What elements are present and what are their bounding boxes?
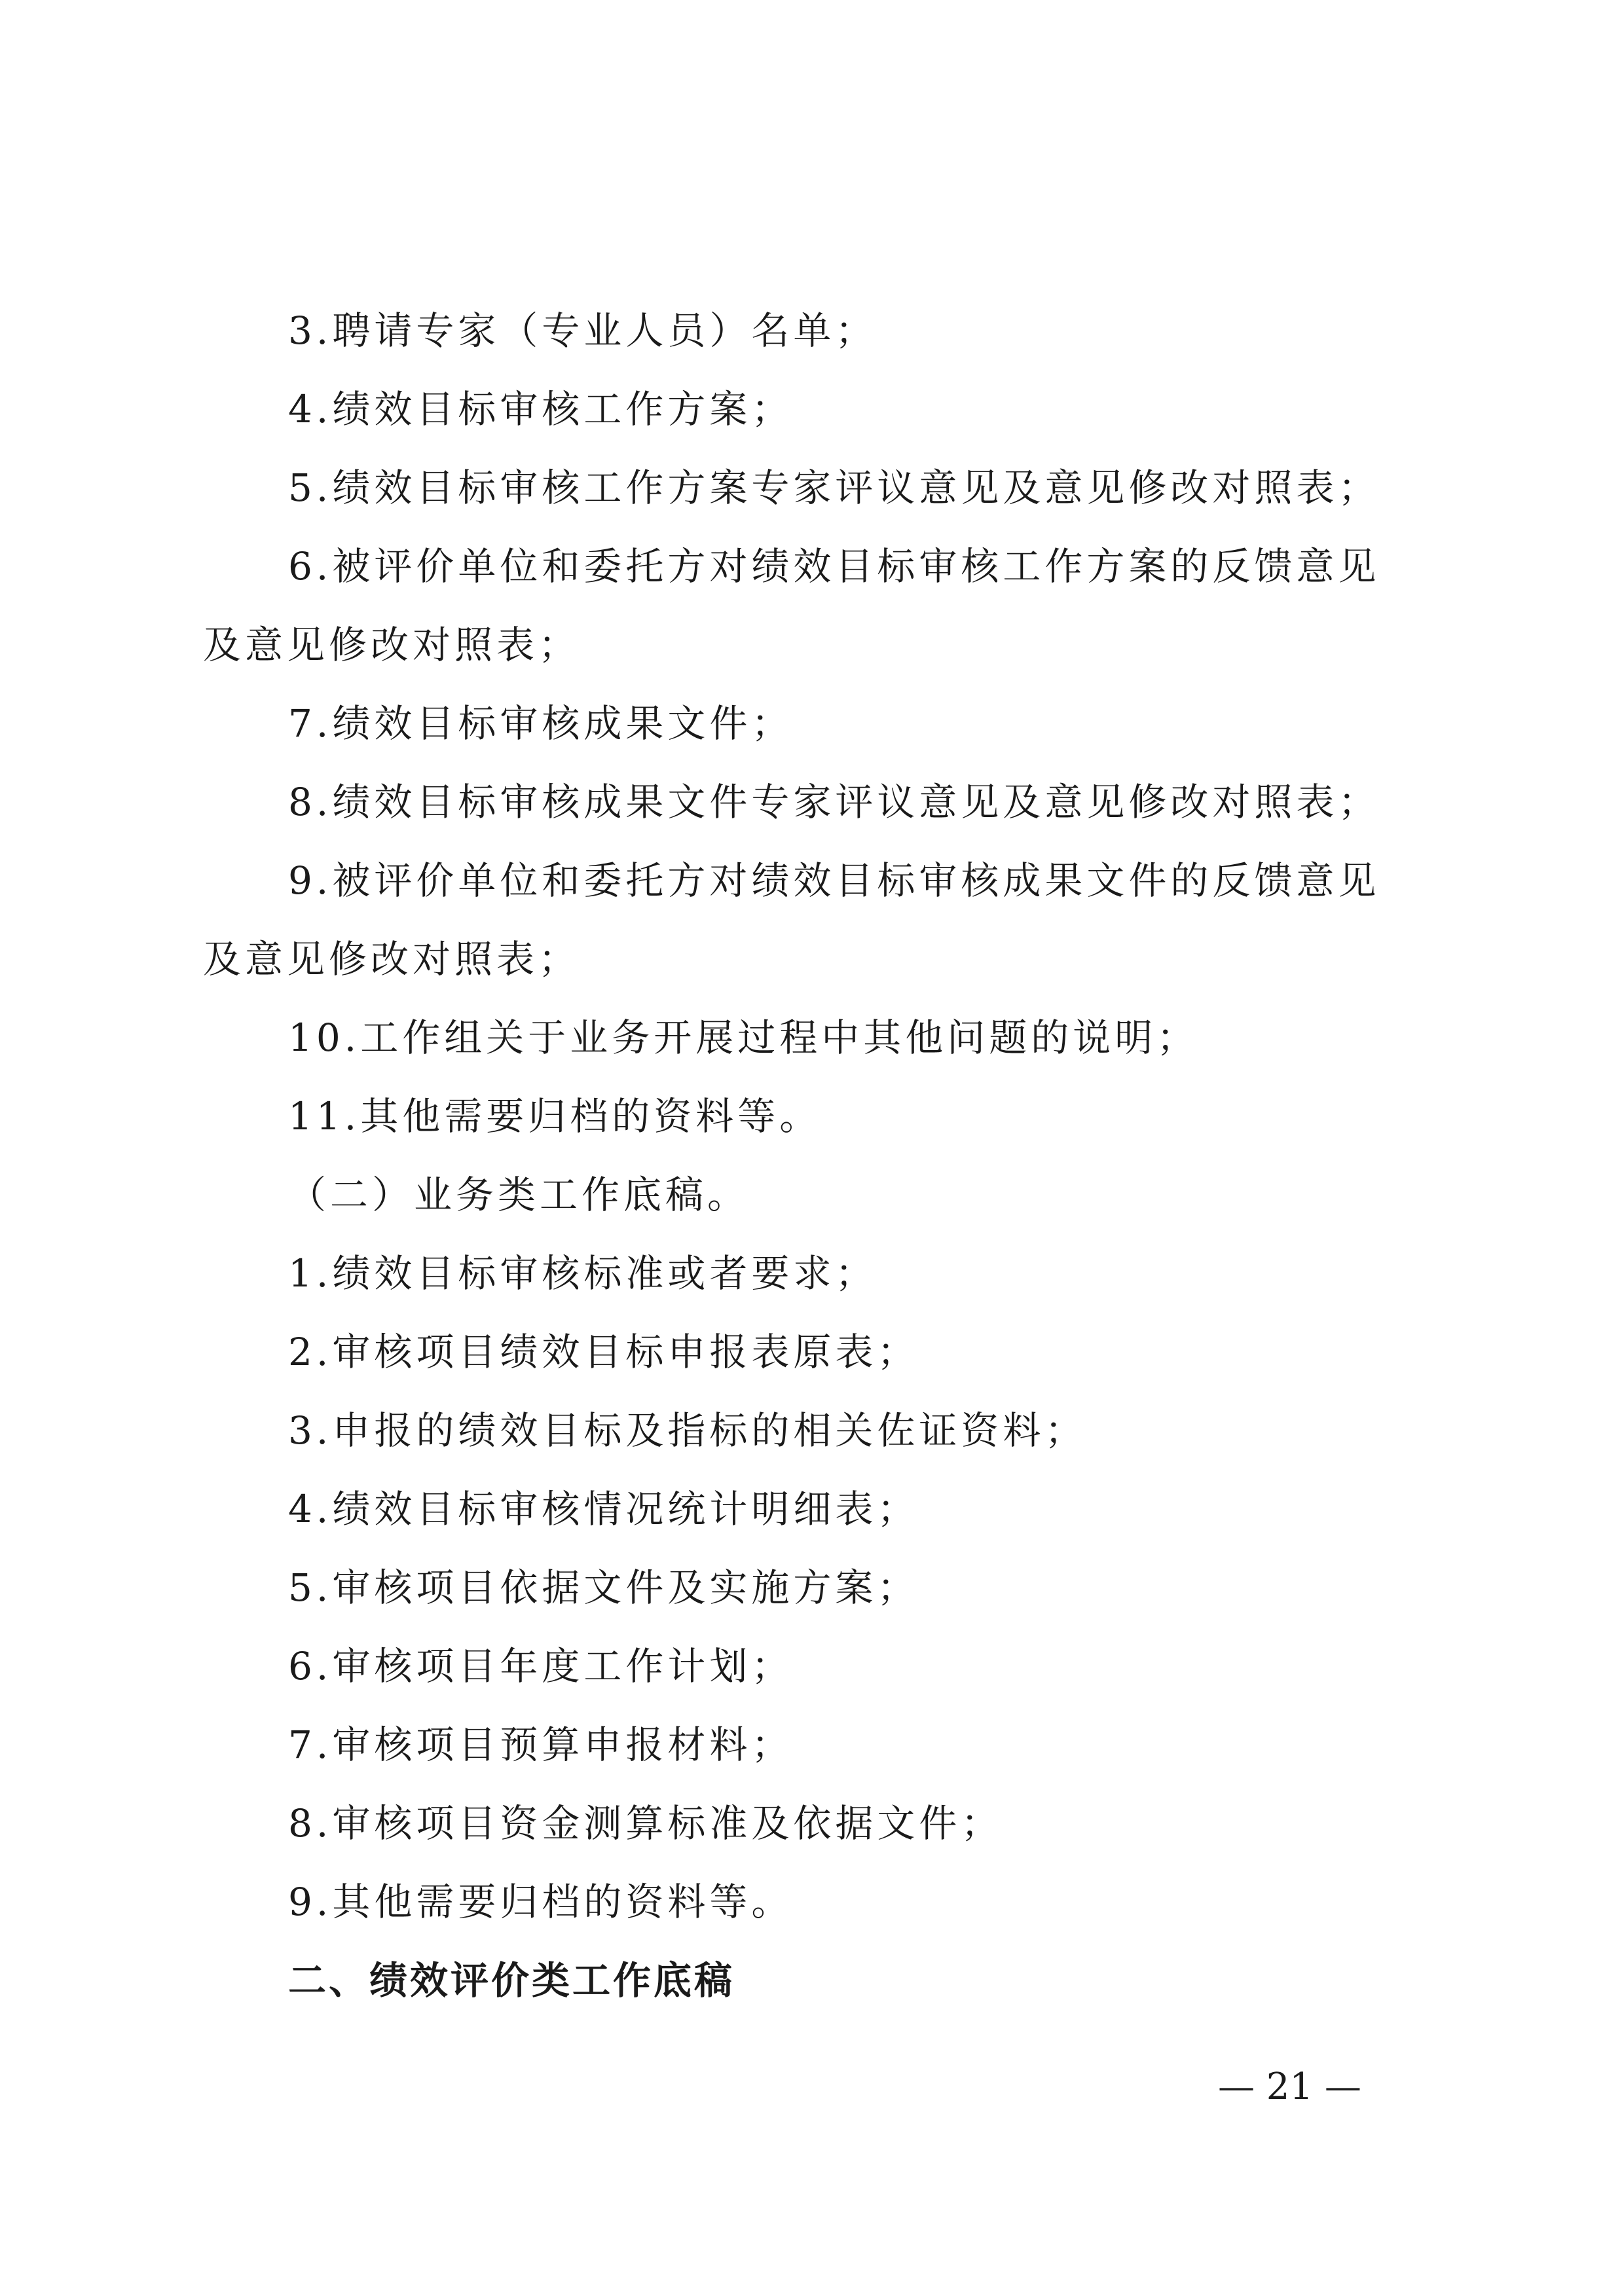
list-item: 8.审核项目资金测算标准及依据文件；	[288, 1801, 1003, 1846]
list-item: 10.工作组关于业务开展过程中其他问题的说明；	[288, 1015, 1199, 1060]
list-item: 4.绩效目标审核工作方案；	[288, 387, 794, 431]
document-body	[203, 291, 1428, 2020]
list-item: 8.绩效目标审核成果文件专家评议意见及意见修改对照表；	[288, 780, 1380, 824]
list-item: 1.绩效目标审核标准或者要求；	[288, 1251, 877, 1296]
subsection-heading: （二）业务类工作底稿。	[288, 1173, 750, 1217]
list-item: 3.申报的绩效目标及指标的相关佐证资料；	[288, 1408, 1087, 1453]
list-item-continuation: 及意见修改对照表；	[203, 623, 581, 667]
list-item: 6.被评价单位和委托方对绩效目标审核工作方案的反馈意见	[288, 544, 1380, 589]
list-item: 6.审核项目年度工作计划；	[288, 1644, 794, 1688]
list-item: 2.审核项目绩效目标申报表原表；	[288, 1330, 919, 1374]
page-number: — 21 —	[1218, 2066, 1361, 2108]
list-item: 7.绩效目标审核成果文件；	[288, 701, 794, 746]
list-item: 4.绩效目标审核情况统计明细表；	[288, 1487, 919, 1531]
list-item: 5.审核项目依据文件及实施方案；	[288, 1565, 919, 1610]
section-heading: 二、绩效评价类工作底稿	[288, 1958, 735, 2003]
list-item-continuation: 及意见修改对照表；	[203, 937, 581, 981]
list-item: 9.被评价单位和委托方对绩效目标审核成果文件的反馈意见	[288, 858, 1380, 903]
list-item: 9.其他需要归档的资料等。	[288, 1880, 794, 1924]
list-item: 5.绩效目标审核工作方案专家评议意见及意见修改对照表；	[288, 465, 1380, 510]
list-item: 3.聘请专家（专业人员）名单；	[288, 308, 877, 353]
list-item: 11.其他需要归档的资料等。	[288, 1094, 822, 1139]
list-item: 7.审核项目预算申报材料；	[288, 1722, 794, 1767]
